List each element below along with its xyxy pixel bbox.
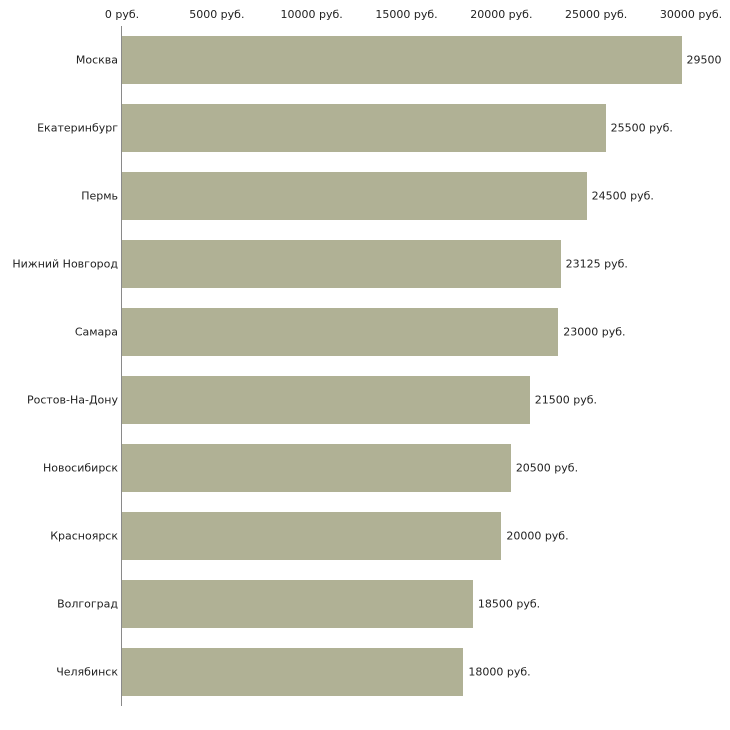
bar[interactable]: [122, 444, 511, 492]
category-label: Волгоград: [57, 597, 118, 611]
category-label: Новосибирск: [42, 461, 118, 475]
bar[interactable]: [122, 512, 501, 560]
bar[interactable]: [122, 104, 606, 152]
chart-row: [0, 502, 730, 570]
chart-row: [0, 94, 730, 162]
chart-row: [0, 570, 730, 638]
category-label: Пермь: [81, 189, 118, 203]
chart-row: [0, 366, 730, 434]
category-label: Москва: [75, 53, 118, 67]
chart-row: [0, 230, 730, 298]
bar-value-label: 25500 руб.: [610, 121, 673, 135]
plot-area: [0, 26, 730, 706]
x-tick-label: 30000 руб.: [659, 8, 723, 21]
x-tick-label: 0 руб.: [104, 8, 140, 21]
bar[interactable]: [122, 648, 463, 696]
bar[interactable]: [122, 308, 558, 356]
category-label: Красноярск: [50, 529, 118, 543]
bar[interactable]: [122, 580, 473, 628]
x-tick-label: 20000 руб.: [470, 8, 533, 21]
bar-value-label: 21500 руб.: [534, 393, 598, 407]
x-tick-label: 25000 руб.: [565, 8, 628, 21]
category-label: Нижний Новгород: [12, 257, 118, 271]
x-tick-label: 15000 руб.: [375, 8, 438, 21]
bar-value-label: 23125 руб.: [565, 257, 628, 271]
bar-value-label: 18500 руб.: [477, 597, 541, 611]
bar[interactable]: [122, 240, 561, 288]
bar-value-label: 23000 руб.: [563, 325, 626, 339]
x-tick-label: 10000 руб.: [280, 8, 343, 21]
chart-row: [0, 162, 730, 230]
chart-row: [0, 298, 730, 366]
bar[interactable]: [122, 376, 530, 424]
bar-value-label: 20000 руб.: [506, 529, 569, 543]
chart-row: [0, 638, 730, 706]
x-axis-tick-labels: [0, 0, 730, 26]
bar-value-label: 24500 руб.: [591, 189, 654, 203]
bar[interactable]: [122, 172, 587, 220]
category-label: Самара: [74, 325, 118, 339]
bar-value-label: 29500: [686, 53, 722, 67]
chart-row: [0, 434, 730, 502]
x-tick-label: 5000 руб.: [189, 8, 245, 21]
bar-value-label: 18000 руб.: [468, 665, 531, 679]
bar-value-label: 20500 руб.: [515, 461, 579, 475]
category-label: Екатеринбург: [37, 121, 118, 135]
category-label: Челябинск: [56, 665, 118, 679]
bar[interactable]: [122, 36, 682, 84]
category-label: Ростов-На-Дону: [26, 393, 118, 407]
chart-row: [0, 26, 730, 94]
